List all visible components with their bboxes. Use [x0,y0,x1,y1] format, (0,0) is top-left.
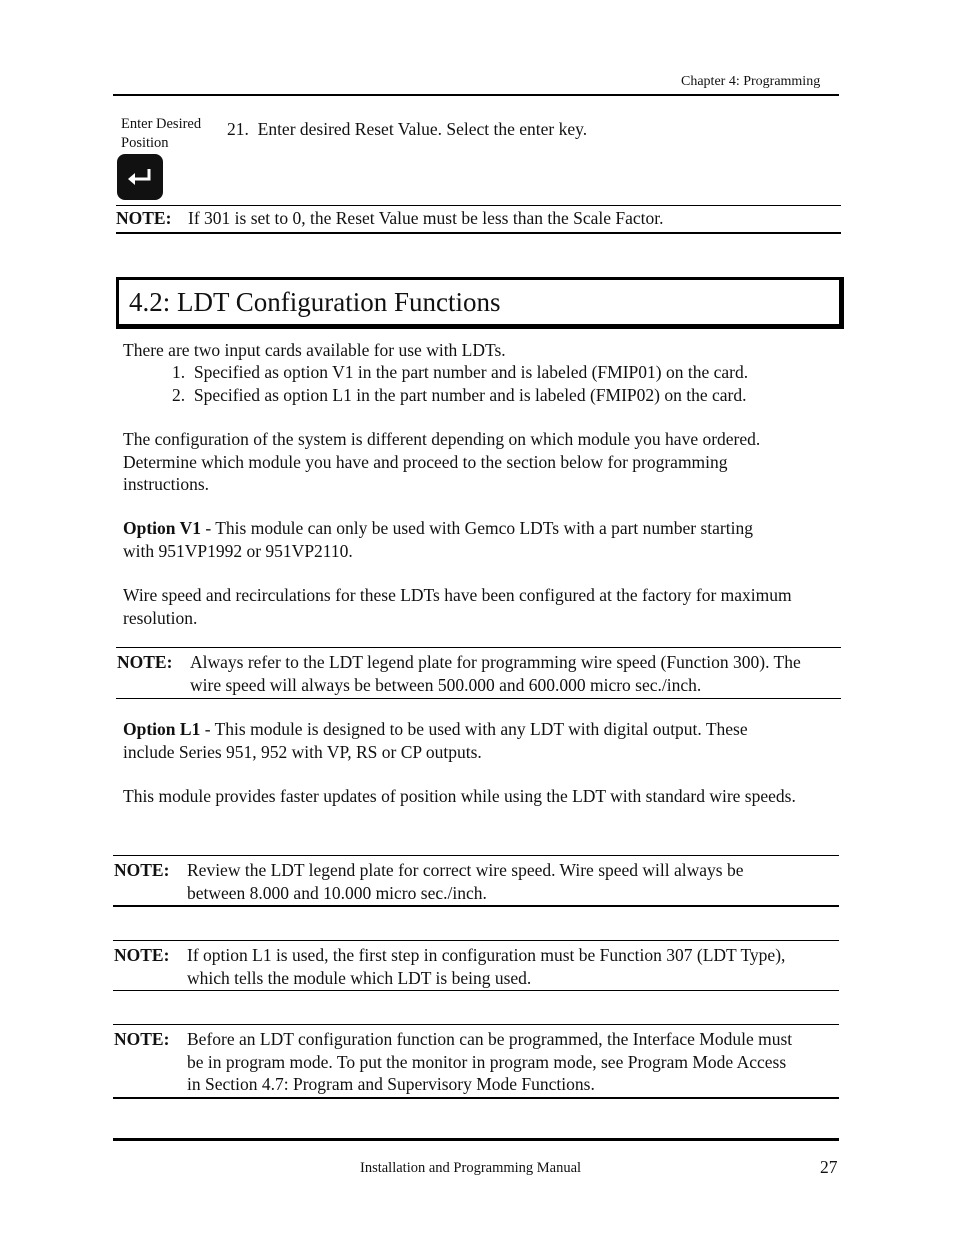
step-number: 21. [227,119,249,139]
note4-line1: If option L1 is used, the first step in configuration must be Function 307 (LDT Type), [187,945,786,965]
section-heading-box [116,277,844,329]
header-rule [113,94,839,96]
option-v1-paragraph [123,517,753,562]
page-number: 27 [820,1157,838,1177]
config-paragraph [123,428,760,496]
note2-text [190,651,801,696]
chapter-header: Chapter 4: Programming [681,74,821,89]
option-l1-paragraph [123,718,748,763]
note4-label: NOTE: [114,945,170,965]
note4-bottom-rule [113,990,839,991]
list-item-text: Specified as option L1 in the part number and is labeled (FMIP02) on the card. [193,385,747,405]
note3-line2: between 8.000 and 10.000 micro sec./inch. [187,882,487,903]
faster-paragraph: This module provides faster updates of position while using the LDT with standard wire speeds. [123,786,796,806]
note1-label: NOTE: [116,208,172,228]
config-line2: Determine which module you have and proceed to the section below for programming [123,451,728,472]
config-line1: The configuration of the system is different depending on which module you have ordered. [123,429,761,449]
note1-top-rule [116,205,841,206]
note2-top-rule [116,647,841,648]
note2-label: NOTE: [117,652,173,672]
step-side-label [121,115,201,153]
intro-text: There are two input cards available for use with LDTs. [123,340,506,360]
note3-line1: Review the LDT legend plate for correct wire speed. Wire speed will always be [187,860,744,880]
step-side-label-line1: Enter Desired [121,116,202,132]
note4-top-rule [113,940,839,941]
step-side-label-line2: Position [121,135,169,151]
note3-bottom-rule [113,905,839,907]
note5-top-rule [113,1024,839,1025]
note4-line2: which tells the module which LDT is being used. [187,967,532,988]
config-line3: instructions. [123,474,210,494]
note3-text [187,859,744,904]
note5-label: NOTE: [114,1029,170,1049]
option-v1-label: Option V1 [123,518,201,538]
option-l1-line1: - This module is designed to be used with any LDT with digital output. These [200,719,748,739]
note5-line1: Before an LDT configuration function can be programmed, the Interface Module must [187,1029,793,1049]
list-item [172,384,746,407]
note4-text [187,944,785,989]
wire-line2: resolution. [123,607,198,628]
enter-key-button [117,154,163,200]
note2-line2: wire speed will always be between 500.000 and 600.000 micro sec./inch. [190,674,702,695]
note3-top-rule [113,855,839,856]
section-title: 4.2: LDT Configuration Functions [129,287,501,317]
note2-bottom-rule [116,698,841,699]
step-21 [227,118,587,141]
note1-bottom-rule [116,232,841,234]
note5-line2: be in program mode. To put the monitor in program mode, see Program Mode Access [187,1051,787,1072]
wire-paragraph [123,584,792,629]
list-item [172,361,748,384]
footer-manual-title: Installation and Programming Manual [360,1160,582,1176]
option-l1-label: Option L1 [123,719,201,739]
option-v1-line1: - This module can only be used with Gemco LDTs with a part number starting [200,518,753,538]
note5-line3: in Section 4.7: Program and Supervisory Mode Functions. [187,1074,595,1094]
enter-return-icon [125,166,155,188]
footer-rule [113,1138,839,1141]
list-item-number: 2. [172,385,186,405]
note2-line1: Always refer to the LDT legend plate for programming wire speed (Function 300). The [190,652,801,672]
list-item-number: 1. [172,362,186,382]
step-text: Enter desired Reset Value. Select the enter key. [257,119,588,139]
note3-label: NOTE: [114,860,170,880]
note1-text: If 301 is set to 0, the Reset Value must be less than the Scale Factor. [188,208,664,228]
note5-bottom-rule [113,1097,839,1099]
option-v1-line2: with 951VP1992 or 951VP2110. [123,540,353,561]
option-l1-line2: include Series 951, 952 with VP, RS or CP outputs. [123,741,482,762]
wire-line1: Wire speed and recirculations for these LDTs have been configured at the factory for maximum [123,585,792,605]
note5-text [187,1028,792,1096]
list-item-text: Specified as option V1 in the part number and is labeled (FMIP01) on the card. [193,362,749,382]
